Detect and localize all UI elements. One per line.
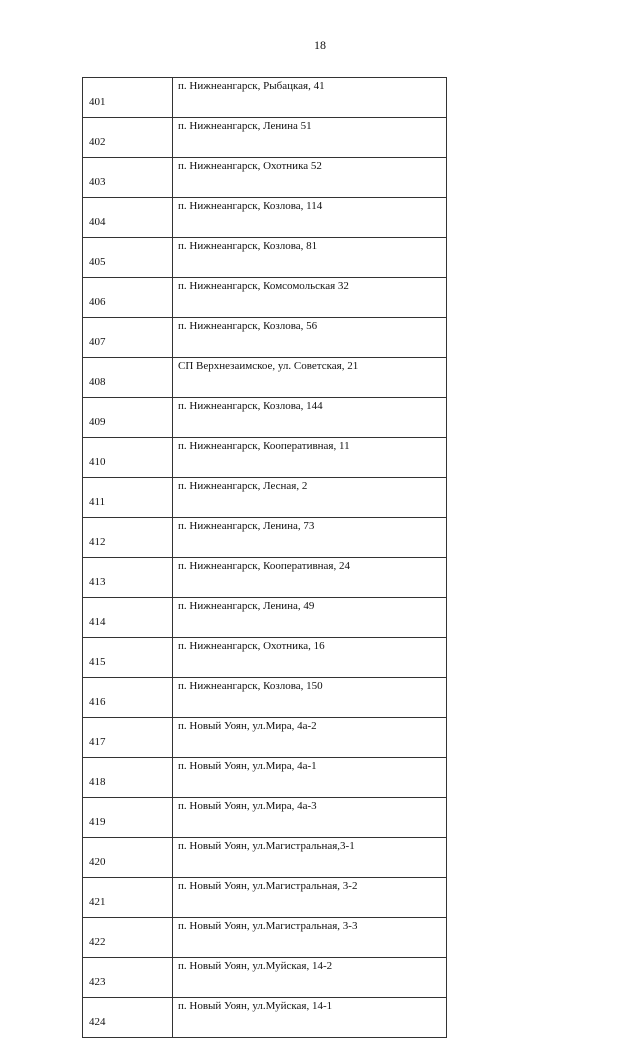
row-number: 415	[83, 638, 173, 678]
table-row	[83, 118, 447, 158]
table-row	[83, 158, 447, 198]
table-row	[83, 718, 447, 758]
row-address: п. Новый Уоян, ул.Мира, 4а-3	[173, 798, 447, 838]
row-address: п. Новый Уоян, ул.Муйская, 14-1	[173, 998, 447, 1038]
row-number: 409	[83, 398, 173, 438]
table-row	[83, 638, 447, 678]
row-number: 404	[83, 198, 173, 238]
row-number: 420	[83, 838, 173, 878]
row-number: 412	[83, 518, 173, 558]
row-number: 405	[83, 238, 173, 278]
row-address: п. Нижнеангарск, Рыбацкая, 41	[173, 78, 447, 118]
table-row	[83, 438, 447, 478]
table-row	[83, 918, 447, 958]
row-number: 417	[83, 718, 173, 758]
row-number: 410	[83, 438, 173, 478]
row-address: п. Нижнеангарск, Охотника 52	[173, 158, 447, 198]
table-row	[83, 198, 447, 238]
table-row	[83, 318, 447, 358]
table-row	[83, 278, 447, 318]
table-row	[83, 678, 447, 718]
row-address: п. Нижнеангарск, Кооперативная, 11	[173, 438, 447, 478]
row-number: 416	[83, 678, 173, 718]
table-row	[83, 238, 447, 278]
row-address: п. Нижнеангарск, Ленина, 49	[173, 598, 447, 638]
table-row	[83, 358, 447, 398]
table-row	[83, 878, 447, 918]
row-address: п. Новый Уоян, ул.Муйская, 14-2	[173, 958, 447, 998]
row-address: п. Нижнеангарск, Козлова, 81	[173, 238, 447, 278]
row-address: п. Нижнеангарск, Ленина, 73	[173, 518, 447, 558]
row-number: 401	[83, 78, 173, 118]
table-row	[83, 758, 447, 798]
row-address: п. Нижнеангарск, Козлова, 56	[173, 318, 447, 358]
table-row	[83, 558, 447, 598]
row-number: 407	[83, 318, 173, 358]
row-number: 421	[83, 878, 173, 918]
row-number: 422	[83, 918, 173, 958]
row-address: п. Нижнеангарск, Кооперативная, 24	[173, 558, 447, 598]
table-row	[83, 798, 447, 838]
table-row	[83, 598, 447, 638]
row-address: п. Новый Уоян, ул.Мира, 4а-2	[173, 718, 447, 758]
table-row	[83, 518, 447, 558]
row-address: п. Новый Уоян, ул.Магистральная, 3-2	[173, 878, 447, 918]
row-address: п. Нижнеангарск, Ленина 51	[173, 118, 447, 158]
table-row	[83, 78, 447, 118]
row-address: п. Новый Уоян, ул.Мира, 4а-1	[173, 758, 447, 798]
row-number: 413	[83, 558, 173, 598]
row-number: 402	[83, 118, 173, 158]
row-number: 418	[83, 758, 173, 798]
row-number: 414	[83, 598, 173, 638]
row-address: п. Нижнеангарск, Козлова, 150	[173, 678, 447, 718]
row-number: 408	[83, 358, 173, 398]
row-address: п. Нижнеангарск, Козлова, 114	[173, 198, 447, 238]
address-table	[82, 77, 447, 1038]
row-address: п. Нижнеангарск, Козлова, 144	[173, 398, 447, 438]
table-row	[83, 478, 447, 518]
row-number: 419	[83, 798, 173, 838]
row-number: 411	[83, 478, 173, 518]
table-row	[83, 398, 447, 438]
row-number: 424	[83, 998, 173, 1038]
row-address: п. Нижнеангарск, Охотника, 16	[173, 638, 447, 678]
row-address: п. Новый Уоян, ул.Магистральная,3-1	[173, 838, 447, 878]
row-address: п. Нижнеангарск, Лесная, 2	[173, 478, 447, 518]
table-row	[83, 838, 447, 878]
row-address: п. Новый Уоян, ул.Магистральная, 3-3	[173, 918, 447, 958]
table-row	[83, 958, 447, 998]
page-number: 18	[314, 38, 326, 52]
row-address: СП Верхнезаимское, ул. Советская, 21	[173, 358, 447, 398]
row-number: 403	[83, 158, 173, 198]
row-address: п. Нижнеангарск, Комсомольская 32	[173, 278, 447, 318]
row-number: 423	[83, 958, 173, 998]
address-table-body	[83, 78, 447, 1038]
table-row	[83, 998, 447, 1038]
row-number: 406	[83, 278, 173, 318]
